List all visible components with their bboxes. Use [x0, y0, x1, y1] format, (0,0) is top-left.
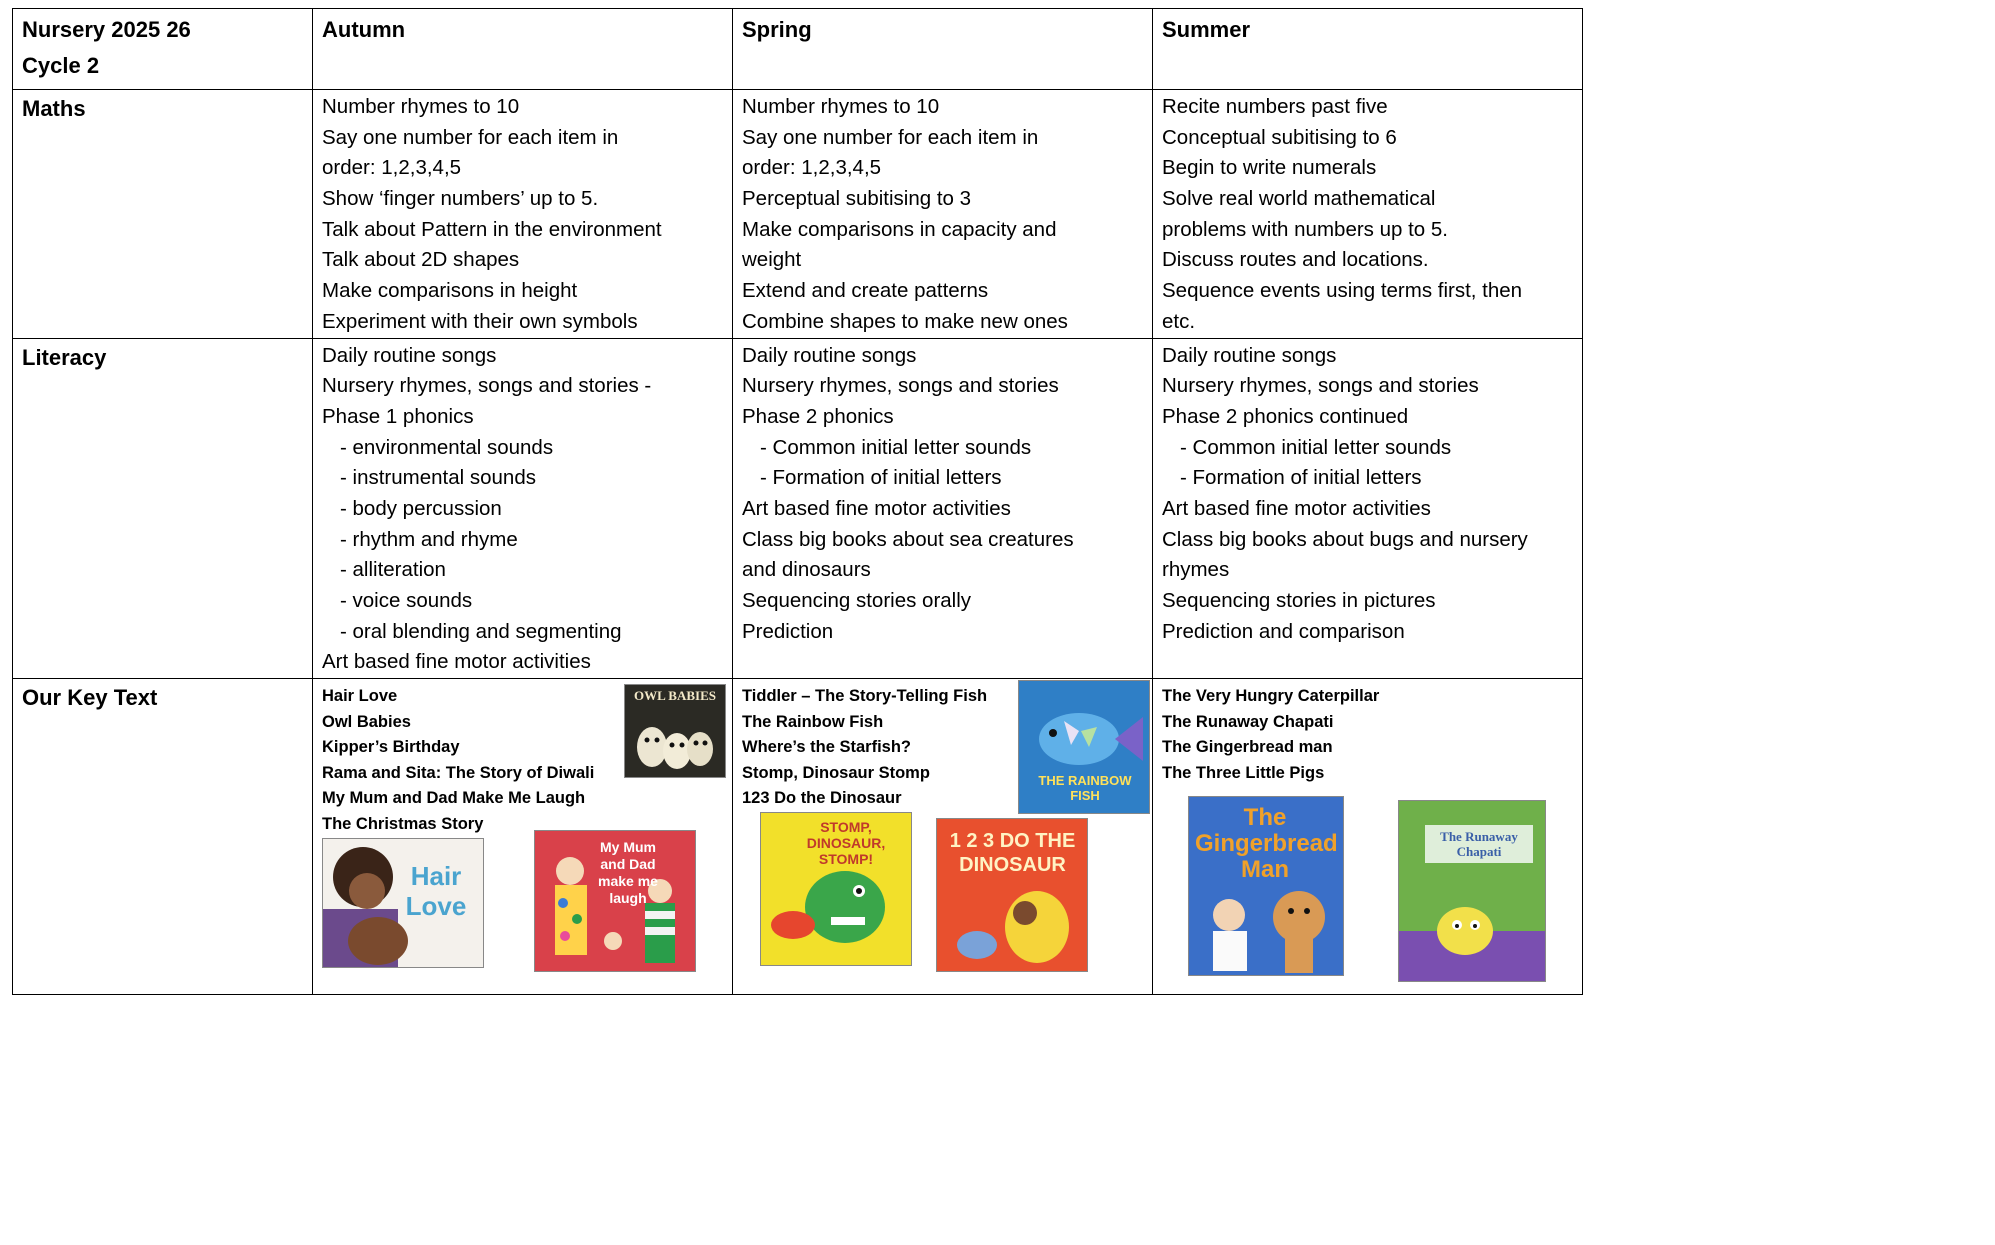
list-line: The Rainbow Fish — [742, 712, 884, 731]
maths-summer-cell — [1153, 90, 1583, 339]
literacy-label-cell — [13, 338, 313, 679]
list-line: Daily routine songs — [1162, 343, 1337, 367]
title-line-2: Cycle 2 — [22, 53, 100, 78]
literacy-autumn-list — [322, 341, 732, 679]
title-line-1: Nursery 2025 26 — [22, 17, 191, 42]
list-line: Tiddler – The Story-Telling Fish — [742, 687, 988, 706]
list-line: - Common initial letter sounds — [760, 435, 1032, 459]
list-line: Class big books about bugs and nursery — [1162, 527, 1528, 551]
header-summer — [1153, 9, 1583, 90]
list-line: Sequencing stories in pictures — [1162, 589, 1436, 612]
literacy-label: Literacy — [22, 344, 107, 370]
list-line: The Very Hungry Caterpillar — [1162, 687, 1380, 706]
list-line: Nursery rhymes, songs and stories - — [322, 374, 652, 398]
list-line: Sequence events using terms first, then — [1162, 279, 1523, 303]
hair-love-cover-title: Hair Love — [405, 861, 467, 922]
spring-book-titles — [742, 684, 1152, 812]
list-line: Experiment with their own symbols — [322, 309, 638, 333]
list-line: problems with numbers up to 5. — [1162, 217, 1448, 241]
list-line: Talk about Pattern in the environment — [322, 217, 662, 241]
list-line: Number rhymes to 10 — [742, 95, 940, 118]
list-line: Nursery rhymes, songs and stories — [1162, 374, 1479, 398]
list-line: 123 Do the Dinosaur — [742, 789, 902, 808]
list-line: Art based fine motor activities — [742, 496, 1011, 520]
header-spring — [733, 9, 1153, 90]
list-line: Make comparisons in height — [322, 279, 578, 303]
header-row — [13, 9, 1583, 90]
my-mum-dad-cover-title: My Mum and Dad make me laugh — [598, 839, 658, 907]
literacy-autumn-cell — [313, 338, 733, 679]
list-line: - instrumental sounds — [340, 466, 536, 490]
maths-summer-list — [1162, 92, 1582, 338]
list-line: The Three Little Pigs — [1162, 763, 1325, 782]
list-line: The Christmas Story — [322, 814, 484, 833]
list-line: Number rhymes to 10 — [322, 95, 520, 118]
autumn-book-titles — [322, 684, 732, 837]
list-line: Daily routine songs — [322, 343, 497, 367]
list-line: Stomp, Dinosaur Stomp — [742, 763, 930, 782]
list-line: Extend and create patterns — [742, 279, 989, 303]
list-line: etc. — [1162, 309, 1196, 333]
list-line: Daily routine songs — [742, 343, 917, 367]
list-line: Talk about 2D shapes — [322, 248, 520, 272]
list-line: Class big books about sea creatures — [742, 527, 1074, 551]
stomp-cover-image — [760, 812, 912, 966]
curriculum-table — [12, 8, 1583, 995]
gingerbread-cover-image — [1188, 796, 1344, 976]
title-cell — [13, 9, 313, 90]
list-line: order: 1,2,3,4,5 — [742, 156, 882, 180]
list-line: Nursery rhymes, songs and stories — [742, 374, 1059, 398]
list-line: Combine shapes to make new ones — [742, 309, 1068, 333]
list-line: Recite numbers past five — [1162, 95, 1388, 118]
literacy-spring-list — [742, 341, 1152, 648]
maths-spring-list — [742, 92, 1152, 338]
runaway-chapati-cover-title: The Runaway Chapati — [1425, 825, 1533, 863]
list-line: - alliteration — [340, 558, 446, 582]
maths-label-cell — [13, 90, 313, 339]
list-line: - Common initial letter sounds — [1180, 435, 1452, 459]
list-line: - environmental sounds — [340, 435, 554, 459]
list-line: Rama and Sita: The Story of Diwali — [322, 763, 595, 782]
list-line: Prediction and comparison — [1162, 619, 1405, 643]
list-line: Sequencing stories orally — [742, 589, 972, 612]
maths-row — [13, 90, 1583, 339]
term-spring: Spring — [742, 17, 812, 42]
maths-autumn-cell — [313, 90, 733, 339]
list-line: order: 1,2,3,4,5 — [322, 156, 462, 180]
list-line: The Gingerbread man — [1162, 738, 1333, 757]
rainbow-fish-cover-title: THE RAINBOW FISH — [1038, 773, 1132, 804]
owl-babies-cover-title: OWL BABIES — [633, 688, 716, 704]
list-line: Hair Love — [322, 687, 398, 706]
literacy-summer-list — [1162, 341, 1582, 648]
key-text-row — [13, 679, 1583, 995]
list-line: weight — [742, 248, 802, 272]
stomp-cover-title: STOMP, DINOSAUR, STOMP! — [806, 819, 886, 868]
header-autumn — [313, 9, 733, 90]
runaway-chapati-cover-image — [1398, 800, 1546, 982]
list-line: - rhythm and rhyme — [340, 527, 518, 551]
key-text-autumn-cell — [313, 679, 733, 995]
do-the-dinosaur-cover-image — [936, 818, 1088, 972]
key-text-summer-cell — [1153, 679, 1583, 995]
list-line: The Runaway Chapati — [1162, 712, 1334, 731]
list-line: - oral blending and segmenting — [340, 619, 622, 643]
literacy-summer-cell — [1153, 338, 1583, 679]
list-line: - voice sounds — [340, 589, 473, 612]
list-line: - Formation of initial letters — [760, 466, 1002, 490]
list-line: Kipper’s Birthday — [322, 738, 460, 757]
list-line: Art based fine motor activities — [322, 650, 591, 674]
list-line: Where’s the Starfish? — [742, 738, 912, 757]
list-line: Prediction — [742, 619, 834, 643]
term-summer: Summer — [1162, 17, 1251, 42]
list-line: Show ‘finger numbers’ up to 5. — [322, 187, 599, 211]
maths-label: Maths — [22, 96, 86, 121]
list-line: Solve real world mathematical — [1162, 187, 1436, 211]
term-autumn: Autumn — [322, 17, 406, 42]
list-line: Discuss routes and locations. — [1162, 248, 1429, 272]
list-line: and dinosaurs — [742, 558, 871, 582]
list-line: Phase 2 phonics — [742, 404, 894, 428]
list-line: Phase 2 phonics continued — [1162, 404, 1409, 428]
maths-spring-cell — [733, 90, 1153, 339]
list-line: Art based fine motor activities — [1162, 496, 1431, 520]
list-line: Begin to write numerals — [1162, 156, 1377, 180]
list-line: rhymes — [1162, 558, 1230, 582]
hair-love-cover-image — [322, 838, 484, 968]
my-mum-dad-cover-image — [534, 830, 696, 972]
do-the-dinosaur-cover-title: 1 2 3 DO THE DINOSAUR — [949, 830, 1076, 877]
list-line: - body percussion — [340, 496, 502, 520]
list-line: Say one number for each item in — [322, 125, 619, 149]
literacy-row — [13, 338, 1583, 679]
list-line: Owl Babies — [322, 712, 411, 731]
key-text-label-cell — [13, 679, 313, 995]
gingerbread-cover-title: The Gingerbread Man — [1195, 804, 1338, 884]
key-text-label: Our Key Text — [22, 685, 158, 711]
list-line: My Mum and Dad Make Me Laugh — [322, 789, 586, 808]
summer-book-titles — [1162, 684, 1582, 786]
list-line: - Formation of initial letters — [1180, 466, 1422, 490]
list-line: Phase 1 phonics — [322, 404, 474, 428]
key-text-spring-cell — [733, 679, 1153, 995]
list-line: Say one number for each item in — [742, 125, 1039, 149]
maths-autumn-list — [322, 92, 732, 338]
list-line: Perceptual subitising to 3 — [742, 187, 972, 211]
literacy-spring-cell — [733, 338, 1153, 679]
list-line: Make comparisons in capacity and — [742, 217, 1057, 241]
list-line: Conceptual subitising to 6 — [1162, 125, 1397, 149]
